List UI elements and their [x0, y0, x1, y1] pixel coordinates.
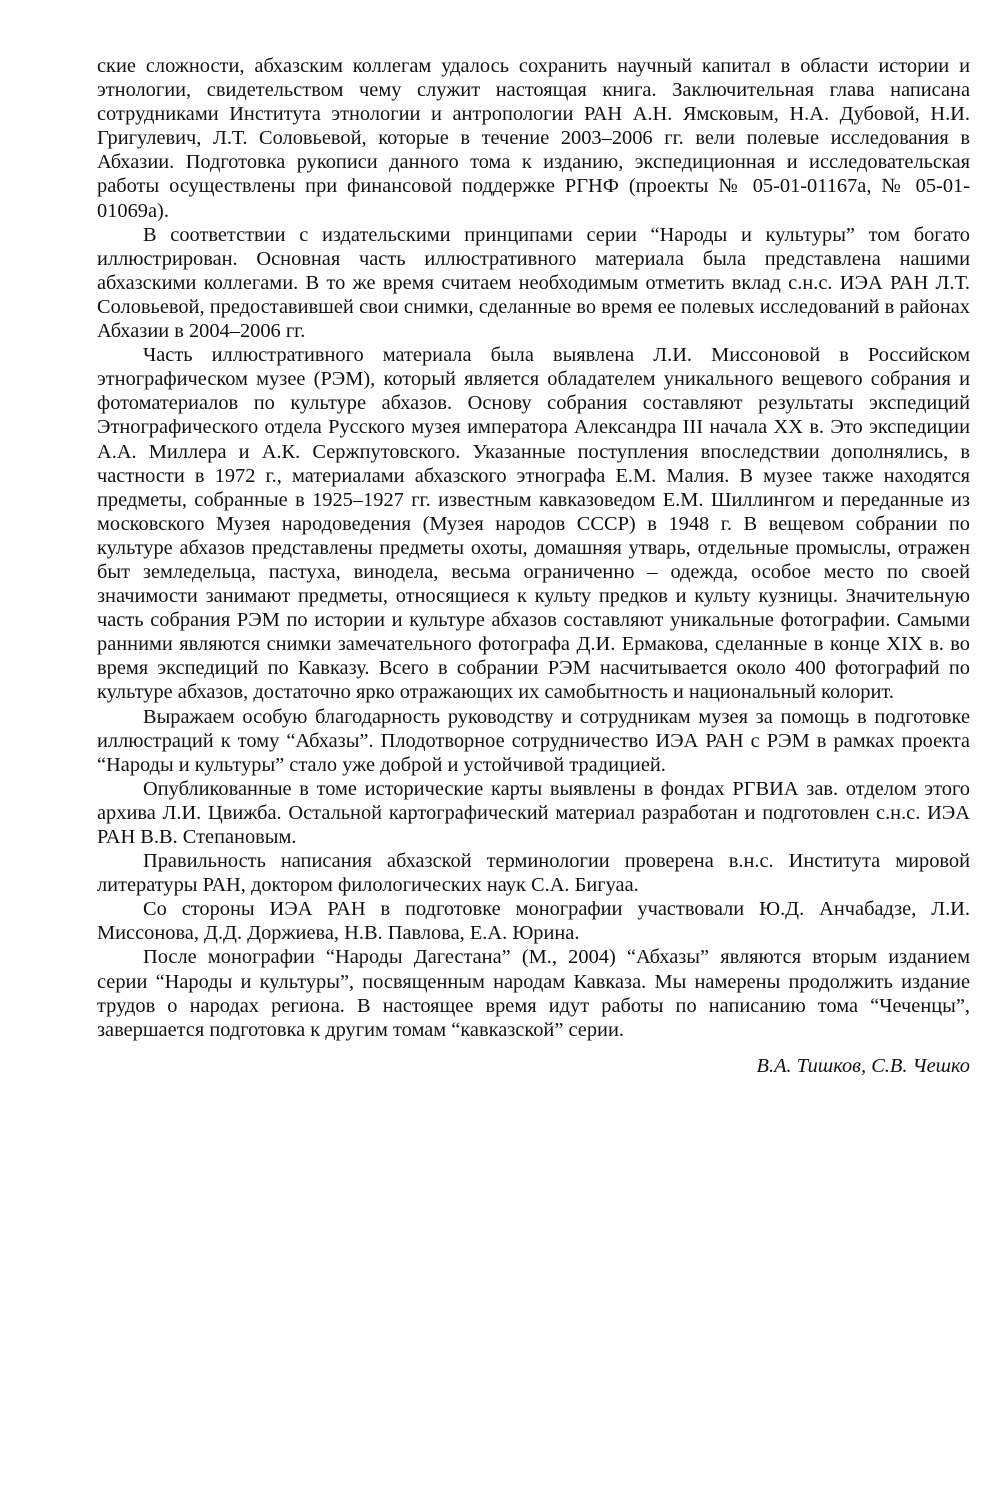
paragraph-maps: Опубликованные в томе исторические карты выявлены в фондах РГВИА зав. отделом этого архива Л.И. Цвижба. Остальной картографический материал разработан и подготовлен с.н.с. ИЭА РАН В.В. Степановым.: [97, 777, 970, 848]
paragraph-illustrations: В соответствии с издательскими принципами серии “Народы и культуры” том богато иллюстрирован. Основная часть иллюстративного материала была представлена нашими абхазскими коллегами. В то же время считаем необходимым отметить вклад с.н.с. ИЭА РАН Л.Т. Соловьевой, предоставившей свои снимки, сделанные во время ее полевых исследований в районах Абхазии в 2004–2006 гг.: [97, 223, 970, 343]
authors-signature: В.А. Тишков, С.В. Чешко: [756, 1054, 970, 1077]
paragraph-participants: Со стороны ИЭА РАН в подготовке монографии участвовали Ю.Д. Анчабадзе, Л.И. Миссонова, Д.Д. Доржиева, Н.В. Павлова, Е.А. Юрина.: [97, 898, 970, 945]
paragraph-series: После монографии “Народы Дагестана” (М., 2004) “Абхазы” являются вторым изданием серии “Народы и культуры”, посвященным народам Кавказа. Мы намерены продолжить издание трудов о народах региона. В настоящее время идут работы по написанию тома “Чеченцы”, завершается подготовка к другим томам “кавказской” серии.: [97, 946, 970, 1041]
document-page: [97, 54, 970, 1078]
paragraph-gratitude: Выражаем особую благодарность руководству и сотрудникам музея за помощь в подготовке иллюстраций к тому “Абхазы”. Плодотворное сотрудничество ИЭА РАН с РЭМ в рамках проекта “Народы и культуры” стало уже доброй и устойчивой традицией.: [97, 705, 970, 776]
paragraph-continuation: ские сложности, абхазским коллегам удалось сохранить научный капитал в области истории и этнологии, свидетельством чему служит настоящая книга. Заключительная глава написана сотрудниками Института этнологии и антропологии РАН А.Н. Ямсковым, Н.А. Дубовой, Н.И. Григулевич, Л.Т. Соловьевой, которые в течение 2003–2006 гг. вели полевые исследования в Абхазии. Подготовка рукописи данного тома к изданию, экспедиционная и исследовательская работы осуществлены при финансовой поддержке РГНФ (проекты № 05-01-01167а, № 05-01-01069а).: [97, 55, 970, 222]
paragraph-terminology: Правильность написания абхазской терминологии проверена в.н.с. Института мировой литературы РАН, доктором филологических наук С.А. Бигуаа.: [97, 850, 970, 897]
paragraph-museum-collection: Часть иллюстративного материала была выявлена Л.И. Миссоновой в Российском этнографическом музее (РЭМ), который является обладателем уникального вещевого собрания и фотоматериалов по культуре абхазов. Основу собрания составляют результаты экспедиций Этнографического отдела Русского музея императора Александра III начала XX в. Это экспедиции А.А. Миллера и А.К. Сержпутовского. Указанные поступления впоследствии дополнялись, в частности в 1972 г., материалами абхазского этнографа Е.М. Малия. В музее также находятся предметы, собранные в 1925–1927 гг. известным кавказоведом Е.М. Шиллингом и переданные из московского Музея народоведения (Музея народов СССР) в 1948 г. В вещевом собрании по культуре абхазов представлены предметы охоты, домашняя утварь, отдельные промыслы, отражен быт земледельца, пастуха, винодела, весьма ограниченно – одежда, особое место по своей значимости занимают предметы, относящиеся к культу предков и культу кузницы. Значительную часть собрания РЭМ по истории и культуре абхазов составляют уникальные фотографии. Самыми ранними являются снимки замечательного фотографа Д.И. Ермакова, сделанные в конце XIX в. во время экспедиций по Кавказу. Всего в собрании РЭМ насчитывается около 400 фотографий по культуре абхазов, достаточно ярко отражающих их самобытность и национальный колорит.: [97, 344, 970, 704]
